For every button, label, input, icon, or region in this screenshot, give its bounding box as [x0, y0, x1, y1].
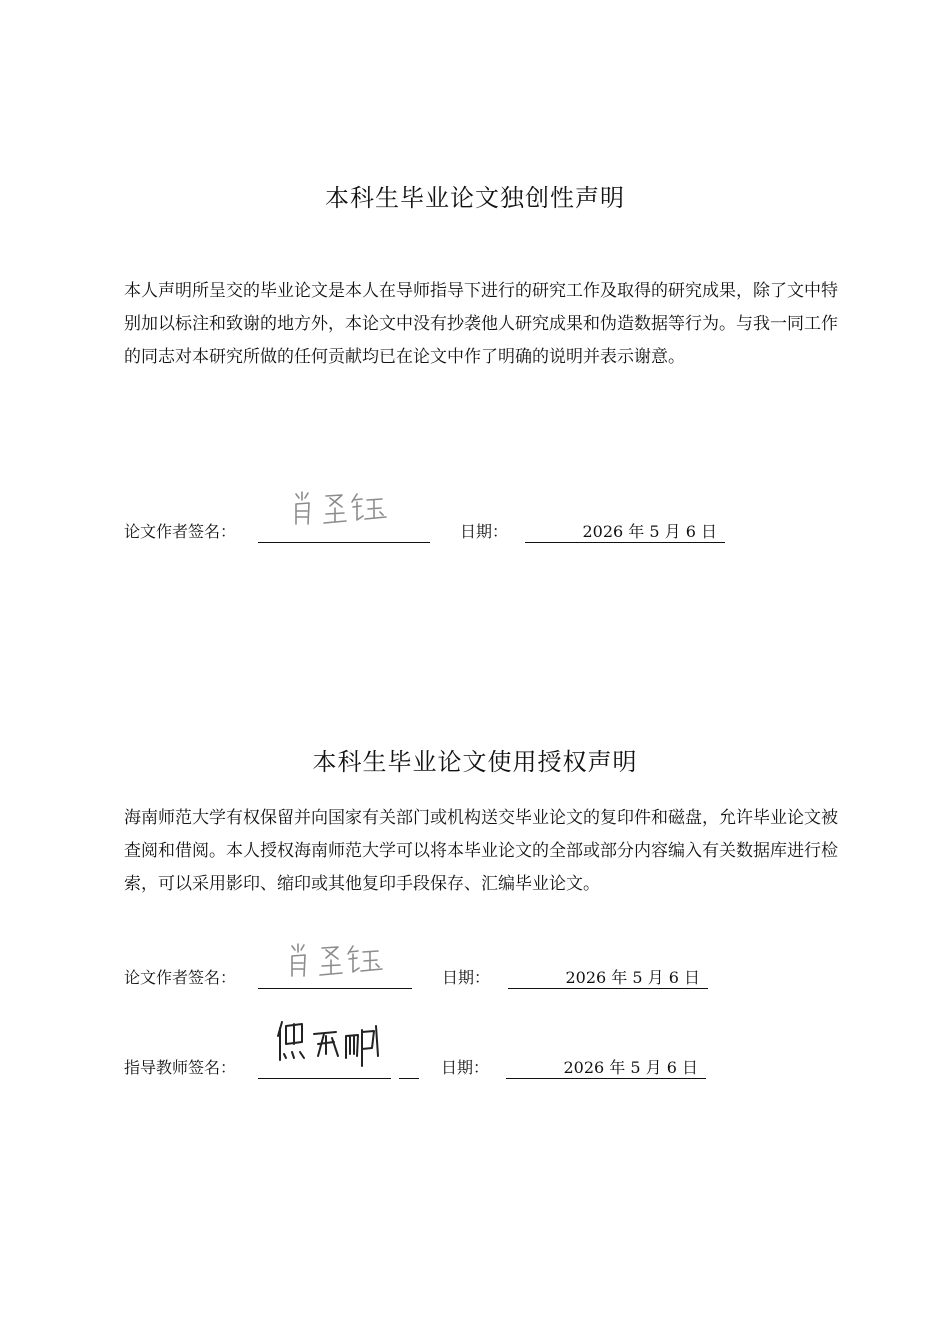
authorization-declaration-title: 本科生毕业论文使用授权声明	[312, 748, 638, 776]
author-date-value: 2026 年 5 月 6 日	[565, 968, 700, 987]
date-value: 2026 年 5 月 6 日	[582, 522, 717, 541]
author-date-label: 日期：	[442, 968, 491, 987]
advisor-signature-label: 指导教师签名：	[124, 1058, 237, 1077]
author-signature-label-2: 论文作者签名：	[124, 968, 237, 987]
authorization-declaration-body: 海南师范大学有权保留并向国家有关部门或机构送交毕业论文的复印件和磁盘，允许毕业论文被查阅和借阅。本人授权海南师范大学可以将本毕业论文的全部或部分内容编入有关数据库进行检索，可以采用影印、缩印或其他复印手段保存、汇编毕业论文。	[124, 808, 838, 894]
date-label: 日期：	[460, 522, 509, 541]
author-handwritten-signature	[290, 486, 400, 536]
originality-declaration-title: 本科生毕业论文独创性声明	[325, 184, 625, 212]
author-handwritten-signature-2	[286, 938, 396, 988]
advisor-date-label: 日期：	[441, 1058, 490, 1077]
advisor-signature-line-tail	[399, 1058, 419, 1079]
author-signature-label: 论文作者签名：	[124, 522, 237, 541]
originality-declaration-body: 本人声明所呈交的毕业论文是本人在导师指导下进行的研究工作及取得的研究成果，除了文中特别加以标注和致谢的地方外，本论文中没有抄袭他人研究成果和伪造数据等行为。与我一同工作的同志对本研究所做的任何贡献均已在论文中作了明确的说明并表示谢意。	[124, 281, 838, 367]
advisor-date-value: 2026 年 5 月 6 日	[563, 1058, 698, 1077]
advisor-handwritten-signature	[272, 1016, 402, 1076]
